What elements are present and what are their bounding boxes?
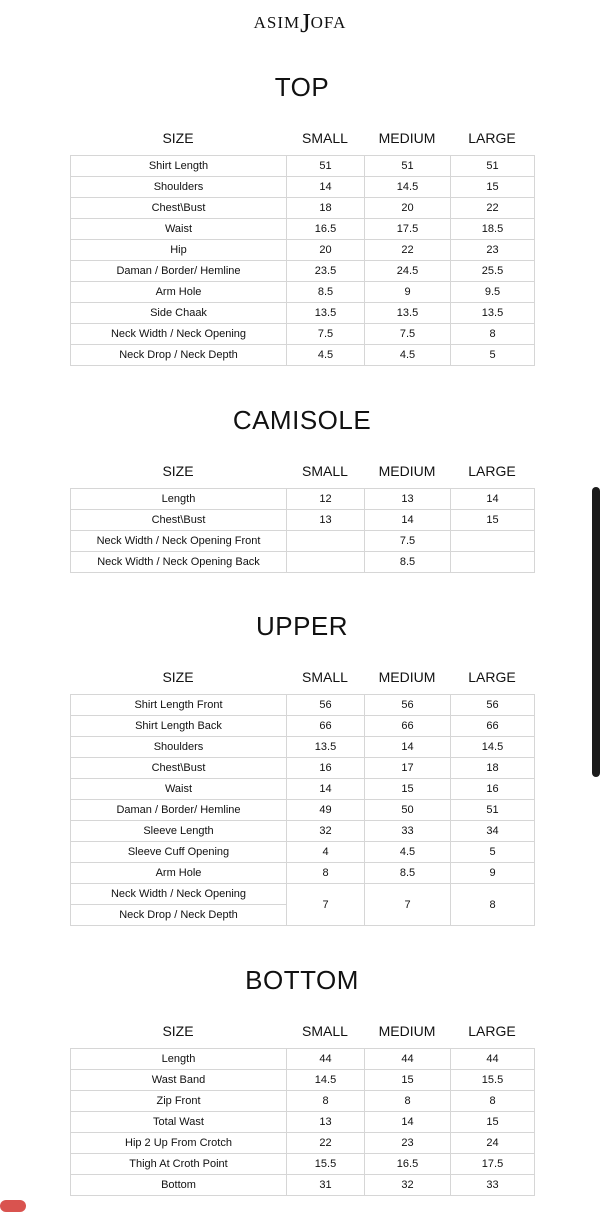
value-small: 7: [287, 884, 365, 926]
size-label: Shirt Length: [71, 156, 287, 177]
upper-size-table: [70, 694, 535, 926]
value-large: 18.5: [451, 219, 535, 240]
table-row: [71, 800, 535, 821]
value-medium: 33: [365, 821, 451, 842]
size-label: Neck Width / Neck Opening Back: [71, 552, 287, 573]
table-row: [71, 1175, 535, 1196]
table-row: [71, 324, 535, 345]
section-title-upper: UPPER: [255, 611, 349, 641]
value-large: 51: [451, 800, 535, 821]
size-label: Thigh At Croth Point: [71, 1154, 287, 1175]
value-small: 7.5: [287, 324, 365, 345]
value-small: 13.5: [287, 303, 365, 324]
value-small: 13.5: [287, 737, 365, 758]
value-medium: 17.5: [365, 219, 451, 240]
col-header-large: LARGE: [468, 1023, 516, 1039]
value-large: 51: [451, 156, 535, 177]
size-label: Total Wast: [71, 1112, 287, 1133]
col-header-large: LARGE: [468, 669, 516, 685]
corner-badge[interactable]: [0, 1200, 26, 1212]
value-small: [287, 552, 365, 573]
col-header-size: SIZE: [162, 130, 194, 146]
value-medium: 13: [365, 489, 451, 510]
value-small: 13: [287, 510, 365, 531]
value-medium: 14.5: [365, 177, 451, 198]
table-row: [71, 1133, 535, 1154]
camisole-column-headers: [0, 463, 600, 483]
value-medium: 8: [365, 1091, 451, 1112]
value-large: 5: [451, 842, 535, 863]
size-label: Chest\Bust: [71, 758, 287, 779]
col-header-medium: MEDIUM: [378, 463, 436, 479]
value-large: 66: [451, 716, 535, 737]
size-label: Neck Width / Neck Opening Front: [71, 531, 287, 552]
value-medium: 8.5: [365, 863, 451, 884]
col-header-small: SMALL: [302, 463, 348, 479]
table-row: [71, 177, 535, 198]
table-row: [71, 261, 535, 282]
value-small: 14: [287, 177, 365, 198]
value-small: 44: [287, 1049, 365, 1070]
value-medium: 22: [365, 240, 451, 261]
size-label: Sleeve Length: [71, 821, 287, 842]
value-large: 9: [451, 863, 535, 884]
col-header-small: SMALL: [302, 130, 348, 146]
top-size-table: [70, 155, 535, 366]
value-large: 16: [451, 779, 535, 800]
value-large: 24: [451, 1133, 535, 1154]
value-medium: 14: [365, 737, 451, 758]
table-row: [71, 510, 535, 531]
value-medium: 13.5: [365, 303, 451, 324]
table-row: [71, 1070, 535, 1091]
size-label: Neck Drop / Neck Depth: [71, 345, 287, 366]
section-title-camisole: CAMISOLE: [232, 405, 372, 435]
value-medium: 17: [365, 758, 451, 779]
value-large: 22: [451, 198, 535, 219]
size-label: Shoulders: [71, 737, 287, 758]
brand-logo[interactable]: [0, 8, 600, 39]
value-small: 32: [287, 821, 365, 842]
value-medium: 4.5: [365, 345, 451, 366]
value-medium: 15: [365, 779, 451, 800]
col-header-medium: MEDIUM: [378, 1023, 436, 1039]
value-small: 56: [287, 695, 365, 716]
value-small: 4.5: [287, 345, 365, 366]
value-medium: 7.5: [365, 324, 451, 345]
value-large: [451, 552, 535, 573]
size-label: Waist: [71, 219, 287, 240]
value-medium: 24.5: [365, 261, 451, 282]
size-label: Shoulders: [71, 177, 287, 198]
col-header-small: SMALL: [302, 669, 348, 685]
brand-part-2: J: [300, 8, 311, 38]
value-medium: 56: [365, 695, 451, 716]
col-header-size: SIZE: [162, 669, 194, 685]
value-medium: 23: [365, 1133, 451, 1154]
value-medium: 7.5: [365, 531, 451, 552]
brand-part-3: OFA: [310, 13, 347, 32]
value-medium: 9: [365, 282, 451, 303]
table-row: [71, 1091, 535, 1112]
size-label: Sleeve Cuff Opening: [71, 842, 287, 863]
size-label: Hip 2 Up From Crotch: [71, 1133, 287, 1154]
section-title-bottom: BOTTOM: [245, 965, 359, 995]
col-header-size: SIZE: [162, 463, 194, 479]
size-label: Arm Hole: [71, 863, 287, 884]
value-medium: 7: [365, 884, 451, 926]
value-medium: 44: [365, 1049, 451, 1070]
table-row: [71, 821, 535, 842]
value-small: 14.5: [287, 1070, 365, 1091]
table-row: [71, 863, 535, 884]
size-label: Bottom: [71, 1175, 287, 1196]
value-small: 16: [287, 758, 365, 779]
table-row: [71, 758, 535, 779]
size-label: Hip: [71, 240, 287, 261]
value-large: 34: [451, 821, 535, 842]
value-large: 15: [451, 510, 535, 531]
value-large: 56: [451, 695, 535, 716]
size-label: Neck Drop / Neck Depth: [71, 905, 287, 926]
value-small: 4: [287, 842, 365, 863]
value-medium: 8.5: [365, 552, 451, 573]
table-row: [71, 552, 535, 573]
size-label: Length: [71, 489, 287, 510]
size-label: Length: [71, 1049, 287, 1070]
value-large: 14.5: [451, 737, 535, 758]
size-label: Side Chaak: [71, 303, 287, 324]
value-medium: 66: [365, 716, 451, 737]
value-small: 23.5: [287, 261, 365, 282]
value-large: 33: [451, 1175, 535, 1196]
value-small: 22: [287, 1133, 365, 1154]
table-row: [71, 1154, 535, 1175]
table-row: [71, 345, 535, 366]
value-small: [287, 531, 365, 552]
value-medium: 14: [365, 510, 451, 531]
table-row: [71, 779, 535, 800]
table-row: [71, 489, 535, 510]
value-large: 9.5: [451, 282, 535, 303]
value-large: 5: [451, 345, 535, 366]
brand-part-1: ASIM: [253, 13, 301, 32]
table-row: [71, 303, 535, 324]
value-large: 17.5: [451, 1154, 535, 1175]
value-medium: 50: [365, 800, 451, 821]
table-row: [71, 219, 535, 240]
value-small: 13: [287, 1112, 365, 1133]
size-label: Neck Width / Neck Opening: [71, 324, 287, 345]
value-large: 8: [451, 884, 535, 926]
scrollbar[interactable]: [592, 487, 600, 777]
value-large: 15: [451, 177, 535, 198]
section-title-top: TOP: [274, 72, 330, 102]
value-medium: 20: [365, 198, 451, 219]
value-small: 8: [287, 1091, 365, 1112]
value-medium: 14: [365, 1112, 451, 1133]
value-small: 18: [287, 198, 365, 219]
col-header-medium: MEDIUM: [378, 130, 436, 146]
value-large: 8: [451, 1091, 535, 1112]
value-large: [451, 531, 535, 552]
table-row: [71, 737, 535, 758]
size-label: Zip Front: [71, 1091, 287, 1112]
value-medium: 15: [365, 1070, 451, 1091]
value-large: 18: [451, 758, 535, 779]
size-label: Wast Band: [71, 1070, 287, 1091]
value-large: 14: [451, 489, 535, 510]
col-header-small: SMALL: [302, 1023, 348, 1039]
value-large: 8: [451, 324, 535, 345]
table-row: [71, 282, 535, 303]
size-label: Shirt Length Front: [71, 695, 287, 716]
value-small: 66: [287, 716, 365, 737]
value-large: 23: [451, 240, 535, 261]
value-large: 25.5: [451, 261, 535, 282]
col-header-medium: MEDIUM: [378, 669, 436, 685]
size-label: Daman / Border/ Hemline: [71, 261, 287, 282]
table-row-merged: [71, 884, 535, 905]
upper-column-headers: [0, 669, 600, 689]
value-small: 49: [287, 800, 365, 821]
value-medium: 16.5: [365, 1154, 451, 1175]
col-header-large: LARGE: [468, 463, 516, 479]
table-row: [71, 695, 535, 716]
value-small: 14: [287, 779, 365, 800]
value-small: 31: [287, 1175, 365, 1196]
value-large: 15: [451, 1112, 535, 1133]
bottom-column-headers: [0, 1023, 600, 1043]
table-row: [71, 1049, 535, 1070]
value-small: 15.5: [287, 1154, 365, 1175]
bottom-size-table: [70, 1048, 535, 1196]
value-large: 13.5: [451, 303, 535, 324]
size-label: Chest\Bust: [71, 510, 287, 531]
col-header-size: SIZE: [162, 1023, 194, 1039]
camisole-size-table: [70, 488, 535, 573]
size-label: Arm Hole: [71, 282, 287, 303]
value-medium: 51: [365, 156, 451, 177]
value-medium: 32: [365, 1175, 451, 1196]
table-row: [71, 842, 535, 863]
top-column-headers: [0, 130, 600, 150]
table-row: [71, 716, 535, 737]
size-label: Neck Width / Neck Opening: [71, 884, 287, 905]
size-label: Chest\Bust: [71, 198, 287, 219]
value-small: 20: [287, 240, 365, 261]
size-label: Waist: [71, 779, 287, 800]
table-row: [71, 240, 535, 261]
table-row: [71, 156, 535, 177]
value-small: 8: [287, 863, 365, 884]
table-row: [71, 1112, 535, 1133]
value-small: 16.5: [287, 219, 365, 240]
value-medium: 4.5: [365, 842, 451, 863]
value-large: 44: [451, 1049, 535, 1070]
value-small: 51: [287, 156, 365, 177]
table-row: [71, 198, 535, 219]
value-small: 8.5: [287, 282, 365, 303]
size-label: Shirt Length Back: [71, 716, 287, 737]
col-header-large: LARGE: [468, 130, 516, 146]
table-row: [71, 531, 535, 552]
size-label: Daman / Border/ Hemline: [71, 800, 287, 821]
value-large: 15.5: [451, 1070, 535, 1091]
value-small: 12: [287, 489, 365, 510]
